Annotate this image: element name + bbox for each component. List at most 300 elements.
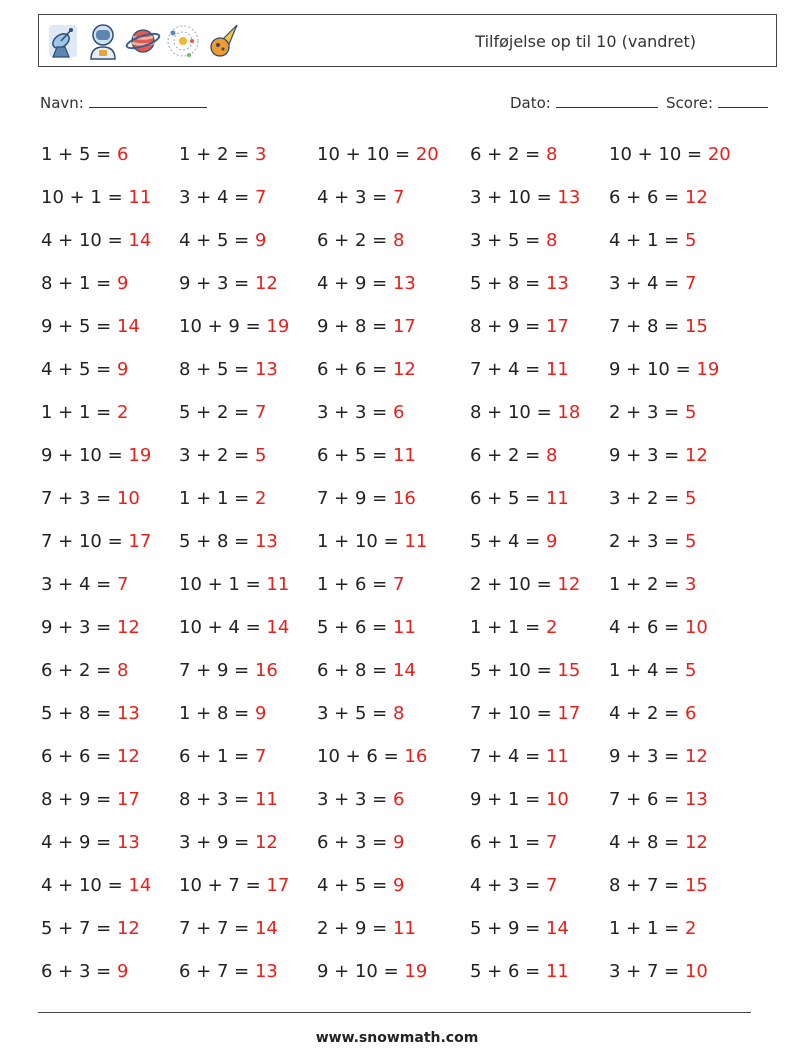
problem-item xyxy=(41,875,151,896)
problem-answer: 12 xyxy=(254,832,278,853)
problem-answer: 13 xyxy=(684,789,708,810)
problem-answer: 3 xyxy=(254,144,267,165)
problem-answer: 5 xyxy=(684,488,697,509)
problem-answer: 6 xyxy=(116,144,129,165)
problem-question: 4 + 2 = xyxy=(609,703,685,724)
problem-item xyxy=(179,961,278,982)
problem-item xyxy=(470,832,557,853)
problem-question: 7 + 9 = xyxy=(179,660,255,681)
problem-answer: 14 xyxy=(128,230,152,251)
problem-question: 10 + 1 = xyxy=(179,574,267,595)
problem-answer: 12 xyxy=(254,273,278,294)
problem-question: 6 + 8 = xyxy=(317,660,393,681)
problem-item xyxy=(41,531,151,552)
problem-item xyxy=(470,488,569,509)
problem-question: 6 + 2 = xyxy=(470,144,546,165)
problem-question: 9 + 8 = xyxy=(317,316,393,337)
problem-answer: 12 xyxy=(116,918,140,939)
problem-item xyxy=(41,230,151,251)
problem-item xyxy=(609,273,696,294)
problem-item xyxy=(41,660,128,681)
problem-answer: 9 xyxy=(545,531,558,552)
problem-item xyxy=(609,531,696,552)
problem-item xyxy=(317,703,404,724)
problem-item xyxy=(470,746,569,767)
problem-answer: 2 xyxy=(545,617,558,638)
problem-question: 9 + 3 = xyxy=(609,746,685,767)
problem-answer: 13 xyxy=(254,359,278,380)
problem-question: 4 + 10 = xyxy=(41,230,129,251)
problem-item xyxy=(317,359,416,380)
problem-answer: 16 xyxy=(392,488,416,509)
problem-item xyxy=(179,273,278,294)
problem-question: 2 + 9 = xyxy=(317,918,393,939)
problem-question: 4 + 10 = xyxy=(41,875,129,896)
problem-item xyxy=(317,187,404,208)
problem-item xyxy=(609,402,696,423)
problem-answer: 11 xyxy=(392,617,416,638)
problem-answer: 14 xyxy=(266,617,290,638)
problem-answer: 11 xyxy=(545,961,569,982)
problem-item xyxy=(179,359,278,380)
problem-question: 9 + 10 = xyxy=(41,445,129,466)
problem-answer: 15 xyxy=(684,316,708,337)
problem-item xyxy=(41,359,128,380)
problem-question: 5 + 2 = xyxy=(179,402,255,423)
problem-item xyxy=(41,574,128,595)
problem-question: 2 + 3 = xyxy=(609,402,685,423)
problem-question: 6 + 2 = xyxy=(470,445,546,466)
problem-item xyxy=(470,316,569,337)
problem-question: 7 + 10 = xyxy=(41,531,129,552)
problem-question: 5 + 7 = xyxy=(41,918,117,939)
problem-question: 8 + 9 = xyxy=(470,316,546,337)
problem-item xyxy=(41,746,140,767)
problem-answer: 15 xyxy=(557,660,581,681)
problem-answer: 17 xyxy=(128,531,152,552)
problem-item xyxy=(179,187,266,208)
problem-answer: 11 xyxy=(254,789,278,810)
problem-item xyxy=(470,660,580,681)
problem-answer: 10 xyxy=(684,617,708,638)
problem-answer: 11 xyxy=(404,531,428,552)
problem-item xyxy=(609,445,708,466)
footer-url: www.snowmath.com xyxy=(315,1030,479,1046)
problem-answer: 12 xyxy=(116,746,140,767)
problem-item xyxy=(609,488,696,509)
problem-answer: 18 xyxy=(557,402,581,423)
problem-answer: 7 xyxy=(392,574,405,595)
problem-item xyxy=(609,746,708,767)
problem-answer: 2 xyxy=(684,918,697,939)
problem-answer: 12 xyxy=(684,187,708,208)
problem-answer: 13 xyxy=(116,703,140,724)
problem-question: 6 + 1 = xyxy=(179,746,255,767)
problem-answer: 12 xyxy=(684,445,708,466)
problem-question: 7 + 8 = xyxy=(609,316,685,337)
problem-answer: 7 xyxy=(545,832,558,853)
problem-question: 3 + 2 = xyxy=(179,445,255,466)
problem-item xyxy=(179,574,289,595)
problem-item xyxy=(470,230,557,251)
problem-question: 6 + 5 = xyxy=(317,445,393,466)
problem-question: 1 + 5 = xyxy=(41,144,117,165)
problem-item xyxy=(470,703,580,724)
problem-question: 7 + 7 = xyxy=(179,918,255,939)
problem-question: 6 + 3 = xyxy=(41,961,117,982)
problem-item xyxy=(41,961,128,982)
problem-item xyxy=(609,789,708,810)
problem-item xyxy=(41,832,140,853)
problem-answer: 6 xyxy=(392,402,405,423)
problem-item xyxy=(317,746,427,767)
problem-question: 4 + 5 = xyxy=(317,875,393,896)
problem-answer: 17 xyxy=(266,875,290,896)
problem-item xyxy=(609,187,708,208)
problem-question: 6 + 3 = xyxy=(317,832,393,853)
problem-item xyxy=(609,703,696,724)
problem-answer: 11 xyxy=(545,488,569,509)
problem-answer: 19 xyxy=(404,961,428,982)
problem-item xyxy=(317,144,439,165)
problem-answer: 9 xyxy=(116,961,129,982)
problem-question: 7 + 6 = xyxy=(609,789,685,810)
problem-answer: 12 xyxy=(557,574,581,595)
problem-item xyxy=(317,488,416,509)
problem-item xyxy=(179,660,278,681)
problem-answer: 9 xyxy=(254,230,267,251)
problem-question: 6 + 6 = xyxy=(317,359,393,380)
problem-answer: 12 xyxy=(684,832,708,853)
date-label: Dato: xyxy=(510,94,551,112)
problem-question: 9 + 3 = xyxy=(609,445,685,466)
problem-answer: 11 xyxy=(545,359,569,380)
problem-answer: 11 xyxy=(128,187,152,208)
problem-question: 10 + 4 = xyxy=(179,617,267,638)
problem-answer: 12 xyxy=(116,617,140,638)
problem-question: 7 + 4 = xyxy=(470,746,546,767)
problem-question: 7 + 4 = xyxy=(470,359,546,380)
problem-question: 10 + 1 = xyxy=(41,187,129,208)
problem-item xyxy=(41,789,140,810)
problem-question: 5 + 8 = xyxy=(470,273,546,294)
problem-item xyxy=(609,961,708,982)
problem-item xyxy=(41,144,128,165)
problem-answer: 5 xyxy=(684,230,697,251)
problem-item xyxy=(179,230,266,251)
problem-question: 10 + 7 = xyxy=(179,875,267,896)
problem-item xyxy=(470,961,569,982)
problem-answer: 11 xyxy=(392,918,416,939)
problem-item xyxy=(470,617,557,638)
problem-item xyxy=(179,617,289,638)
problem-answer: 11 xyxy=(266,574,290,595)
problem-question: 1 + 10 = xyxy=(317,531,405,552)
problem-item xyxy=(470,574,580,595)
problem-item xyxy=(41,617,140,638)
problem-answer: 14 xyxy=(545,918,569,939)
problem-question: 4 + 9 = xyxy=(41,832,117,853)
problem-answer: 2 xyxy=(116,402,129,423)
problem-answer: 19 xyxy=(128,445,152,466)
problem-answer: 13 xyxy=(545,273,569,294)
problem-question: 9 + 10 = xyxy=(317,961,405,982)
problem-answer: 13 xyxy=(254,961,278,982)
problem-question: 1 + 2 = xyxy=(179,144,255,165)
problem-question: 5 + 4 = xyxy=(470,531,546,552)
problem-answer: 9 xyxy=(392,875,405,896)
problem-item xyxy=(609,918,696,939)
problem-item xyxy=(317,660,416,681)
problem-question: 8 + 1 = xyxy=(41,273,117,294)
problem-item xyxy=(470,359,569,380)
problem-answer: 11 xyxy=(545,746,569,767)
problem-answer: 7 xyxy=(254,187,267,208)
problem-item xyxy=(317,832,404,853)
problem-answer: 5 xyxy=(684,660,697,681)
problem-answer: 17 xyxy=(392,316,416,337)
problem-answer: 16 xyxy=(254,660,278,681)
problem-item xyxy=(609,316,708,337)
problem-question: 2 + 3 = xyxy=(609,531,685,552)
problem-item xyxy=(179,746,266,767)
problem-question: 6 + 2 = xyxy=(317,230,393,251)
problem-item xyxy=(470,273,569,294)
problem-question: 3 + 10 = xyxy=(470,187,558,208)
problem-question: 4 + 9 = xyxy=(317,273,393,294)
problem-item xyxy=(317,574,404,595)
score-label: Score: xyxy=(666,94,714,112)
problem-question: 6 + 6 = xyxy=(41,746,117,767)
problem-item xyxy=(609,144,731,165)
problem-answer: 5 xyxy=(684,402,697,423)
problem-question: 7 + 10 = xyxy=(470,703,558,724)
problem-question: 1 + 1 = xyxy=(41,402,117,423)
problem-answer: 14 xyxy=(128,875,152,896)
problem-question: 4 + 8 = xyxy=(609,832,685,853)
name-label: Navn: xyxy=(40,94,84,112)
problem-item xyxy=(470,402,580,423)
problem-question: 3 + 7 = xyxy=(609,961,685,982)
problem-question: 6 + 2 = xyxy=(41,660,117,681)
problem-question: 5 + 8 = xyxy=(41,703,117,724)
problem-item xyxy=(317,875,404,896)
problem-item xyxy=(179,316,289,337)
problem-question: 9 + 5 = xyxy=(41,316,117,337)
problem-answer: 2 xyxy=(254,488,267,509)
worksheet-title: Tilføjelse op til 10 (vandret) xyxy=(475,32,696,51)
problem-question: 3 + 5 = xyxy=(470,230,546,251)
problem-item xyxy=(609,574,696,595)
problem-question: 3 + 4 = xyxy=(609,273,685,294)
problem-question: 1 + 4 = xyxy=(609,660,685,681)
problem-item xyxy=(41,918,140,939)
problem-item xyxy=(179,875,289,896)
problem-question: 9 + 1 = xyxy=(470,789,546,810)
problem-question: 5 + 9 = xyxy=(470,918,546,939)
problem-answer: 12 xyxy=(684,746,708,767)
problem-item xyxy=(179,531,278,552)
problem-item xyxy=(317,445,416,466)
problem-item xyxy=(609,617,708,638)
problem-answer: 14 xyxy=(392,660,416,681)
problem-question: 10 + 9 = xyxy=(179,316,267,337)
problem-item xyxy=(179,789,278,810)
problem-item xyxy=(179,402,266,423)
problem-question: 1 + 1 = xyxy=(179,488,255,509)
problem-item xyxy=(41,703,140,724)
problem-question: 2 + 10 = xyxy=(470,574,558,595)
problem-item xyxy=(470,187,580,208)
problem-item xyxy=(41,445,151,466)
problem-question: 4 + 1 = xyxy=(609,230,685,251)
problem-item xyxy=(470,144,557,165)
problem-item xyxy=(317,531,427,552)
problem-item xyxy=(179,703,266,724)
problem-item xyxy=(470,531,557,552)
problem-question: 1 + 6 = xyxy=(317,574,393,595)
problem-item xyxy=(179,144,266,165)
problem-item xyxy=(470,789,569,810)
problem-question: 8 + 3 = xyxy=(179,789,255,810)
problem-answer: 19 xyxy=(266,316,290,337)
problem-answer: 20 xyxy=(707,144,731,165)
problem-question: 4 + 5 = xyxy=(179,230,255,251)
problem-answer: 14 xyxy=(116,316,140,337)
problem-question: 5 + 6 = xyxy=(470,961,546,982)
problem-answer: 6 xyxy=(392,789,405,810)
problem-question: 1 + 1 = xyxy=(470,617,546,638)
problem-answer: 7 xyxy=(392,187,405,208)
problem-question: 9 + 10 = xyxy=(609,359,697,380)
problem-item xyxy=(609,875,708,896)
problem-answer: 13 xyxy=(392,273,416,294)
problem-item xyxy=(470,918,569,939)
problem-question: 3 + 3 = xyxy=(317,789,393,810)
problem-question: 9 + 3 = xyxy=(179,273,255,294)
problem-question: 1 + 8 = xyxy=(179,703,255,724)
problem-item xyxy=(179,832,278,853)
problem-answer: 15 xyxy=(684,875,708,896)
problem-answer: 10 xyxy=(116,488,140,509)
problem-item xyxy=(317,273,416,294)
problem-answer: 17 xyxy=(557,703,581,724)
problem-item xyxy=(41,488,140,509)
problem-question: 3 + 2 = xyxy=(609,488,685,509)
problem-answer: 13 xyxy=(116,832,140,853)
problem-question: 3 + 5 = xyxy=(317,703,393,724)
problem-question: 3 + 4 = xyxy=(179,187,255,208)
problem-answer: 10 xyxy=(684,961,708,982)
problem-question: 6 + 6 = xyxy=(609,187,685,208)
problem-item xyxy=(317,961,427,982)
problem-item xyxy=(317,402,404,423)
problem-answer: 5 xyxy=(684,531,697,552)
problem-question: 4 + 6 = xyxy=(609,617,685,638)
problem-answer: 19 xyxy=(696,359,720,380)
problem-answer: 17 xyxy=(545,316,569,337)
problem-answer: 7 xyxy=(254,402,267,423)
problem-question: 6 + 5 = xyxy=(470,488,546,509)
problem-question: 5 + 8 = xyxy=(179,531,255,552)
problem-question: 1 + 1 = xyxy=(609,918,685,939)
problem-question: 4 + 3 = xyxy=(470,875,546,896)
problem-item xyxy=(179,918,278,939)
problem-answer: 8 xyxy=(116,660,129,681)
footer-rule xyxy=(38,1012,751,1013)
problem-item xyxy=(317,230,404,251)
problem-answer: 11 xyxy=(392,445,416,466)
problem-question: 10 + 6 = xyxy=(317,746,405,767)
problem-answer: 8 xyxy=(545,445,558,466)
problem-question: 5 + 10 = xyxy=(470,660,558,681)
problem-item xyxy=(317,316,416,337)
problem-answer: 9 xyxy=(116,273,129,294)
problem-answer: 17 xyxy=(116,789,140,810)
problem-answer: 9 xyxy=(116,359,129,380)
problem-question: 6 + 1 = xyxy=(470,832,546,853)
problem-question: 1 + 2 = xyxy=(609,574,685,595)
problem-answer: 7 xyxy=(545,875,558,896)
problem-question: 9 + 3 = xyxy=(41,617,117,638)
problem-question: 3 + 9 = xyxy=(179,832,255,853)
problem-question: 10 + 10 = xyxy=(317,144,416,165)
problem-question: 8 + 9 = xyxy=(41,789,117,810)
problem-item xyxy=(317,789,404,810)
problem-item xyxy=(317,617,416,638)
problem-question: 8 + 5 = xyxy=(179,359,255,380)
problem-answer: 13 xyxy=(557,187,581,208)
problem-answer: 7 xyxy=(684,273,697,294)
problem-answer: 7 xyxy=(116,574,129,595)
problem-question: 4 + 3 = xyxy=(317,187,393,208)
problem-answer: 20 xyxy=(415,144,439,165)
problem-item xyxy=(470,875,557,896)
problem-answer: 3 xyxy=(684,574,697,595)
problem-answer: 16 xyxy=(404,746,428,767)
problem-item xyxy=(41,402,128,423)
problem-item xyxy=(41,273,128,294)
problem-answer: 9 xyxy=(254,703,267,724)
problem-question: 3 + 3 = xyxy=(317,402,393,423)
problem-answer: 6 xyxy=(684,703,697,724)
problem-question: 3 + 4 = xyxy=(41,574,117,595)
problem-answer: 9 xyxy=(392,832,405,853)
problem-item xyxy=(179,445,266,466)
problem-question: 10 + 10 = xyxy=(609,144,708,165)
problem-answer: 14 xyxy=(254,918,278,939)
problem-answer: 7 xyxy=(254,746,267,767)
problem-item xyxy=(41,187,151,208)
problem-answer: 12 xyxy=(392,359,416,380)
problem-answer: 13 xyxy=(254,531,278,552)
problem-item xyxy=(41,316,140,337)
problem-answer: 8 xyxy=(545,144,558,165)
problem-answer: 10 xyxy=(545,789,569,810)
problem-answer: 8 xyxy=(545,230,558,251)
problem-item xyxy=(317,918,416,939)
problem-question: 6 + 7 = xyxy=(179,961,255,982)
problem-question: 7 + 3 = xyxy=(41,488,117,509)
problem-answer: 8 xyxy=(392,230,405,251)
problem-item xyxy=(609,832,708,853)
problem-question: 4 + 5 = xyxy=(41,359,117,380)
problem-question: 5 + 6 = xyxy=(317,617,393,638)
problem-item xyxy=(609,230,696,251)
problem-question: 7 + 9 = xyxy=(317,488,393,509)
problem-item xyxy=(470,445,557,466)
problem-item xyxy=(179,488,266,509)
